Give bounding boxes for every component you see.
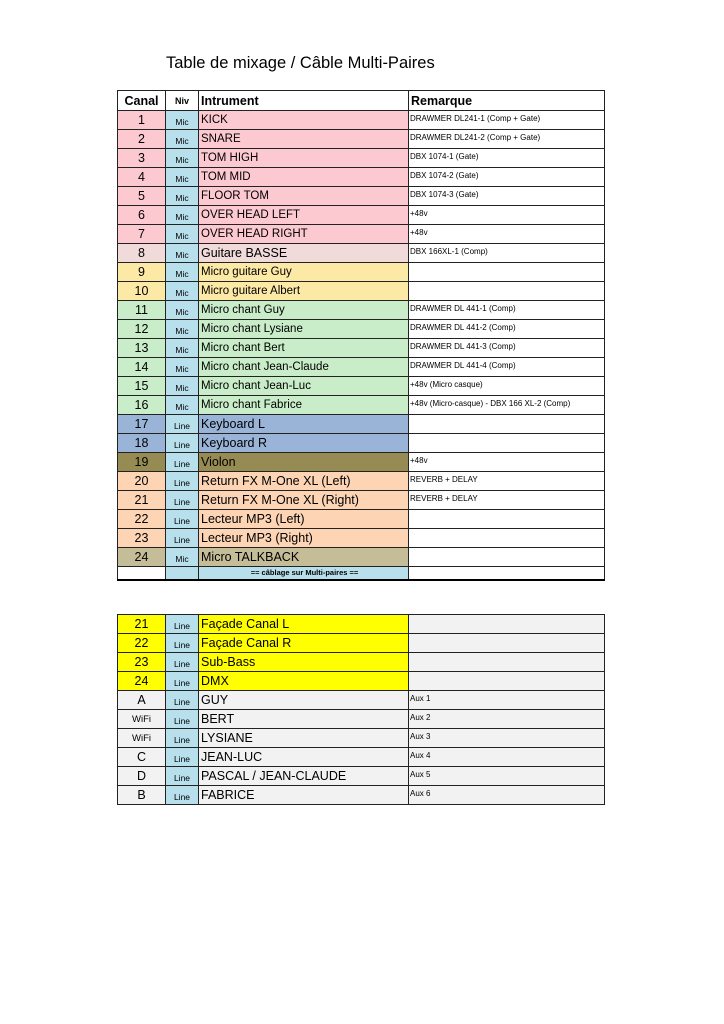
niv-cell: Mic (166, 149, 199, 168)
niv-cell: Mic (166, 206, 199, 225)
remarque-cell: Aux 3 (409, 729, 605, 748)
canal-cell: 24 (118, 672, 166, 691)
table-row (118, 653, 605, 672)
remarque-cell: Aux 6 (409, 786, 605, 805)
remarque-cell: DBX 1074-2 (Gate) (409, 168, 605, 187)
header-remarque: Remarque (409, 91, 605, 111)
canal-cell: 18 (118, 434, 166, 453)
canal-cell: 24 (118, 548, 166, 567)
remarque-cell (409, 548, 605, 567)
niv-cell: Line (166, 472, 199, 491)
niv-cell: Mic (166, 339, 199, 358)
niv-cell: Line (166, 672, 199, 691)
niv-cell: Line (166, 748, 199, 767)
instrument-cell: Façade Canal L (199, 615, 409, 634)
niv-cell: Line (166, 434, 199, 453)
instrument-cell: FLOOR TOM (199, 187, 409, 206)
table-row (118, 472, 605, 491)
instrument-cell: Keyboard R (199, 434, 409, 453)
niv-cell: Mic (166, 548, 199, 567)
table-row (118, 672, 605, 691)
canal-cell: 2 (118, 130, 166, 149)
remarque-cell (409, 634, 605, 653)
remarque-cell: DRAWMER DL 441-2 (Comp) (409, 320, 605, 339)
remarque-cell (409, 282, 605, 301)
niv-cell: Mic (166, 396, 199, 415)
remarque-cell (409, 615, 605, 634)
table-row (118, 748, 605, 767)
page-title: Table de mixage / Câble Multi-Paires (166, 54, 435, 72)
niv-cell: Line (166, 691, 199, 710)
canal-cell: 21 (118, 491, 166, 510)
remarque-cell (409, 415, 605, 434)
canal-cell: WiFi (118, 729, 166, 748)
table-row (118, 168, 605, 187)
remarque-cell: DBX 166XL-1 (Comp) (409, 244, 605, 263)
remarque-cell: Aux 1 (409, 691, 605, 710)
canal-cell: WiFi (118, 710, 166, 729)
instrument-cell: Return FX M-One XL (Left) (199, 472, 409, 491)
instrument-cell: PASCAL / JEAN-CLAUDE (199, 767, 409, 786)
canal-cell: 5 (118, 187, 166, 206)
instrument-cell: Micro chant Bert (199, 339, 409, 358)
niv-cell: Line (166, 529, 199, 548)
separator-row (118, 567, 605, 580)
header-niv: Niv (166, 91, 199, 111)
canal-cell: 8 (118, 244, 166, 263)
instrument-cell: Lecteur MP3 (Left) (199, 510, 409, 529)
table-row (118, 149, 605, 168)
table-row (118, 206, 605, 225)
niv-cell: Mic (166, 282, 199, 301)
instrument-cell: JEAN-LUC (199, 748, 409, 767)
instrument-cell: Micro guitare Albert (199, 282, 409, 301)
canal-cell: A (118, 691, 166, 710)
canal-cell: 22 (118, 510, 166, 529)
niv-cell: Mic (166, 244, 199, 263)
instrument-cell: Micro chant Jean-Luc (199, 377, 409, 396)
table-row (118, 396, 605, 415)
instrument-cell: TOM HIGH (199, 149, 409, 168)
remarque-cell: +48v (Micro-casque) - DBX 166 XL-2 (Comp) (409, 396, 605, 415)
niv-cell: Mic (166, 187, 199, 206)
instrument-cell: TOM MID (199, 168, 409, 187)
table-row (118, 225, 605, 244)
table-row (118, 263, 605, 282)
table-row (118, 453, 605, 472)
canal-cell: C (118, 748, 166, 767)
canal-cell: 17 (118, 415, 166, 434)
remarque-cell: DRAWMER DL 441-3 (Comp) (409, 339, 605, 358)
canal-cell: 10 (118, 282, 166, 301)
remarque-cell: Aux 5 (409, 767, 605, 786)
separator-label: == câblage sur Multi-paires == (199, 567, 409, 580)
table-row (118, 615, 605, 634)
canal-cell: 12 (118, 320, 166, 339)
table-row (118, 767, 605, 786)
table-row (118, 548, 605, 567)
canal-cell: 19 (118, 453, 166, 472)
table-header-row (118, 91, 605, 111)
instrument-cell: Micro chant Jean-Claude (199, 358, 409, 377)
table-row (118, 415, 605, 434)
niv-cell: Mic (166, 168, 199, 187)
separator-canal-cell (118, 567, 166, 580)
instrument-cell: KICK (199, 111, 409, 130)
remarque-cell: REVERB + DELAY (409, 472, 605, 491)
canal-cell: 4 (118, 168, 166, 187)
remarque-cell (409, 434, 605, 453)
separator-remarque-cell (409, 567, 605, 580)
table-row (118, 529, 605, 548)
canal-cell: 16 (118, 396, 166, 415)
table-row (118, 491, 605, 510)
canal-cell: 11 (118, 301, 166, 320)
table-row (118, 710, 605, 729)
remarque-cell: Aux 4 (409, 748, 605, 767)
remarque-cell (409, 529, 605, 548)
remarque-cell: DRAWMER DL241-2 (Comp + Gate) (409, 130, 605, 149)
instrument-cell: Micro chant Lysiane (199, 320, 409, 339)
table-row (118, 434, 605, 453)
instrument-cell: BERT (199, 710, 409, 729)
instrument-cell: SNARE (199, 130, 409, 149)
remarque-cell (409, 672, 605, 691)
table-row (118, 339, 605, 358)
instrument-cell: Return FX M-One XL (Right) (199, 491, 409, 510)
niv-cell: Line (166, 615, 199, 634)
canal-cell: 22 (118, 634, 166, 653)
canal-cell: 9 (118, 263, 166, 282)
niv-cell: Line (166, 767, 199, 786)
niv-cell: Line (166, 491, 199, 510)
remarque-cell: Aux 2 (409, 710, 605, 729)
table-row (118, 358, 605, 377)
niv-cell: Line (166, 415, 199, 434)
niv-cell: Line (166, 510, 199, 529)
table-row (118, 301, 605, 320)
remarque-cell: +48v (409, 225, 605, 244)
instrument-cell: Micro chant Fabrice (199, 396, 409, 415)
instrument-cell: OVER HEAD RIGHT (199, 225, 409, 244)
niv-cell: Mic (166, 130, 199, 149)
table-row (118, 187, 605, 206)
niv-cell: Mic (166, 225, 199, 244)
niv-cell: Line (166, 729, 199, 748)
canal-cell: 14 (118, 358, 166, 377)
niv-cell: Mic (166, 358, 199, 377)
remarque-cell: DRAWMER DL 441-4 (Comp) (409, 358, 605, 377)
canal-cell: 20 (118, 472, 166, 491)
niv-cell: Line (166, 634, 199, 653)
instrument-cell: Façade Canal R (199, 634, 409, 653)
table-row (118, 634, 605, 653)
niv-cell: Mic (166, 263, 199, 282)
niv-cell: Line (166, 453, 199, 472)
remarque-cell (409, 510, 605, 529)
remarque-cell: +48v (409, 453, 605, 472)
niv-cell: Line (166, 710, 199, 729)
niv-cell: Line (166, 786, 199, 805)
remarque-cell: +48v (409, 206, 605, 225)
niv-cell: Line (166, 653, 199, 672)
instrument-cell: Sub-Bass (199, 653, 409, 672)
canal-cell: 23 (118, 529, 166, 548)
instrument-cell: GUY (199, 691, 409, 710)
remarque-cell (409, 653, 605, 672)
remarque-cell: +48v (Micro casque) (409, 377, 605, 396)
remarque-cell: DBX 1074-3 (Gate) (409, 187, 605, 206)
canal-cell: 21 (118, 615, 166, 634)
table-row (118, 320, 605, 339)
remarque-cell (409, 263, 605, 282)
instrument-cell: Micro chant Guy (199, 301, 409, 320)
canal-cell: 6 (118, 206, 166, 225)
multipair-table-body (118, 615, 605, 805)
canal-cell: 13 (118, 339, 166, 358)
instrument-cell: Micro TALKBACK (199, 548, 409, 567)
remarque-cell: DRAWMER DL 441-1 (Comp) (409, 301, 605, 320)
instrument-cell: Micro guitare Guy (199, 263, 409, 282)
instrument-cell: OVER HEAD LEFT (199, 206, 409, 225)
niv-cell: Mic (166, 320, 199, 339)
mixing-table (117, 90, 605, 581)
table-row (118, 729, 605, 748)
table-row (118, 130, 605, 149)
instrument-cell: Guitare BASSE (199, 244, 409, 263)
canal-cell: 1 (118, 111, 166, 130)
canal-cell: 3 (118, 149, 166, 168)
separator-niv-cell (166, 567, 199, 580)
canal-cell: 7 (118, 225, 166, 244)
table-row (118, 111, 605, 130)
canal-cell: 15 (118, 377, 166, 396)
mixing-table-body (118, 111, 605, 580)
header-canal: Canal (118, 91, 166, 111)
instrument-cell: Lecteur MP3 (Right) (199, 529, 409, 548)
table-row (118, 282, 605, 301)
table-row (118, 377, 605, 396)
instrument-cell: LYSIANE (199, 729, 409, 748)
multipair-table (117, 614, 605, 805)
niv-cell: Mic (166, 377, 199, 396)
canal-cell: D (118, 767, 166, 786)
niv-cell: Mic (166, 111, 199, 130)
instrument-cell: DMX (199, 672, 409, 691)
table-row (118, 510, 605, 529)
table-row (118, 786, 605, 805)
niv-cell: Mic (166, 301, 199, 320)
remarque-cell: DRAWMER DL241-1 (Comp + Gate) (409, 111, 605, 130)
remarque-cell: REVERB + DELAY (409, 491, 605, 510)
remarque-cell: DBX 1074-1 (Gate) (409, 149, 605, 168)
instrument-cell: Violon (199, 453, 409, 472)
canal-cell: B (118, 786, 166, 805)
instrument-cell: Keyboard L (199, 415, 409, 434)
table-row (118, 244, 605, 263)
table-row (118, 691, 605, 710)
instrument-cell: FABRICE (199, 786, 409, 805)
canal-cell: 23 (118, 653, 166, 672)
header-instrument: Intrument (199, 91, 409, 111)
